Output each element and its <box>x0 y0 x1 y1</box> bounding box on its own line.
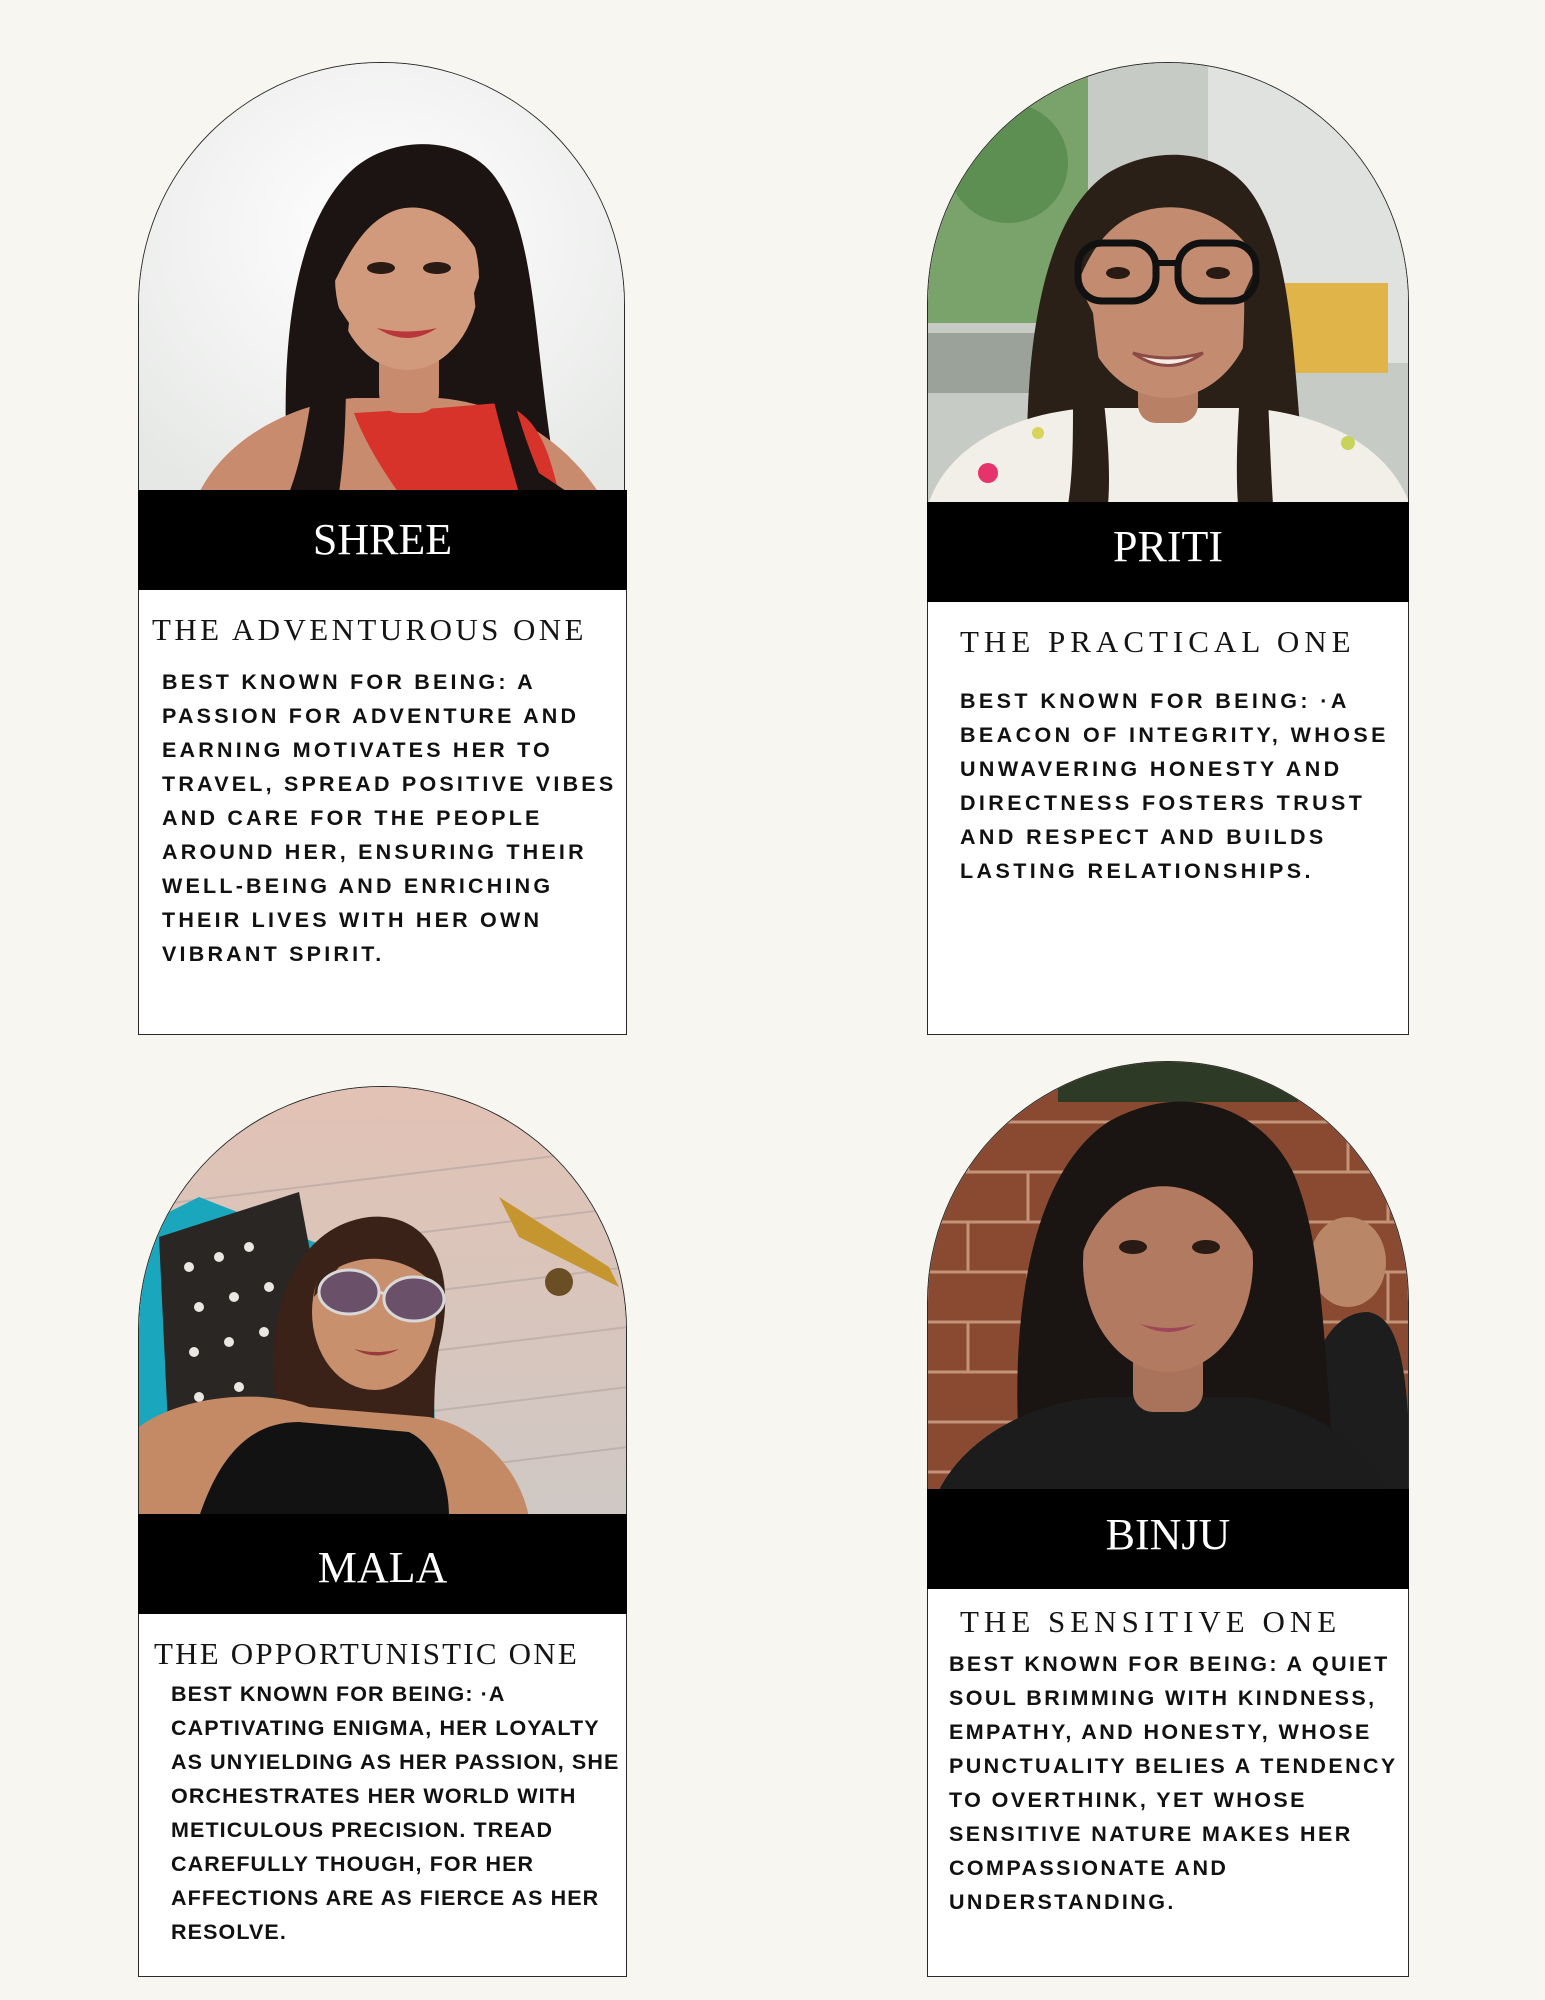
profile-photo-binju <box>927 1061 1409 1491</box>
profile-tagline: THE SENSITIVE ONE <box>960 1604 1342 1639</box>
profile-tagline: THE ADVENTUROUS ONE <box>152 612 587 647</box>
profile-bio: BEST KNOWN FOR BEING: ·A BEACON OF INTEGRITY, WHOSE UNWAVERING HONESTY AND DIRECTNESS FOSTERS TRUST AND RESPECT AND BUILDS LASTING RELATIONSHIPS. <box>960 689 1389 883</box>
profile-name: SHREE <box>312 515 453 564</box>
portrait-photo-icon <box>928 63 1409 504</box>
profile-name: MALA <box>317 1543 448 1592</box>
profile-photo-mala <box>138 1086 627 1516</box>
profile-photo-shree <box>138 62 625 492</box>
profile-photo-priti <box>927 62 1409 504</box>
profile-bio: BEST KNOWN FOR BEING: A PASSION FOR ADVENTURE AND EARNING MOTIVATES HER TO TRAVEL, SPREAD POSITIVE VIBES AND CARE FOR THE PEOPLE AROUND HER, ENSURING THEIR WELL-BEING AND ENRICHING THEIR LIVES WITH HER OWN VIBRANT SPIRIT. <box>162 670 617 966</box>
profile-tagline: THE OPPORTUNISTIC ONE <box>154 1636 579 1671</box>
profile-name-bar <box>927 502 1409 602</box>
profile-name: BINJU <box>1105 1510 1231 1559</box>
profile-name: PRITI <box>1113 522 1223 571</box>
profile-bio: BEST KNOWN FOR BEING: ·A CAPTIVATING ENIGMA, HER LOYALTY AS UNYIELDING AS HER PASSION, SHE ORCHESTRATES HER WORLD WITH METICULOUS PRECISION. TREAD CAREFULLY THOUGH, FOR HER AFFECTIONS ARE AS FIERCE AS HER RESOLVE. <box>171 1682 620 1944</box>
profile-tagline: THE PRACTICAL ONE <box>960 624 1356 659</box>
portrait-photo-icon <box>139 63 625 492</box>
profile-name-bar <box>138 1514 627 1614</box>
portrait-photo-icon <box>928 1062 1409 1491</box>
portrait-photo-icon <box>139 1087 627 1516</box>
profile-name-bar <box>927 1489 1409 1589</box>
profile-name-bar <box>138 490 627 590</box>
profile-bio: BEST KNOWN FOR BEING: A QUIET SOUL BRIMMING WITH KINDNESS, EMPATHY, AND HONESTY, WHOSE PUNCTUALITY BELIES A TENDENCY TO OVERTHINK, YET WHOSE SENSITIVE NATURE MAKES HER COMPASSIONATE AND UNDERSTANDING. <box>949 1652 1398 1914</box>
